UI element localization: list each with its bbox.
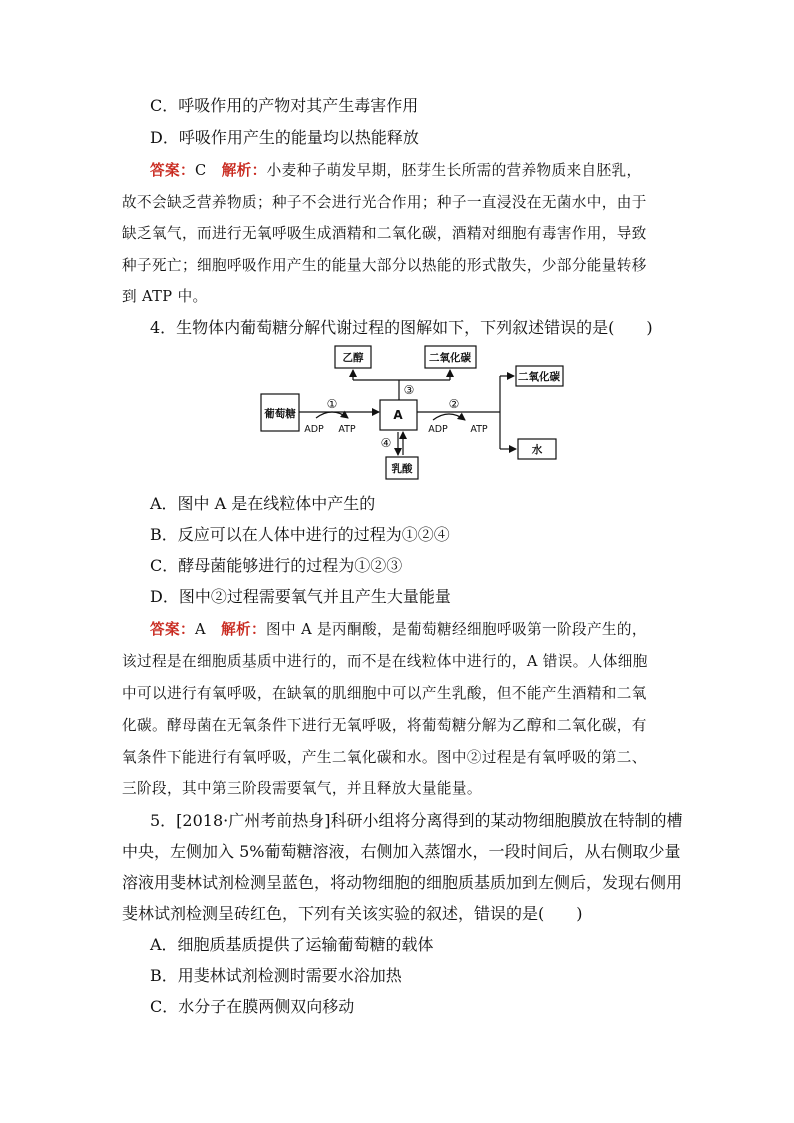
q5-option-a: A．细胞质基质提供了运输葡萄糖的载体 (150, 935, 434, 954)
water-label: 水 (531, 444, 543, 456)
co2-right-label: 二氧化碳 (518, 371, 560, 383)
a-label: A (393, 408, 403, 422)
q5-option-b: B．用斐林试剂检测时需要水浴加热 (150, 966, 402, 985)
q4-option-c: C．酵母菌能够进行的过程为①②③ (150, 556, 403, 575)
q4-option-a: A．图中 A 是在线粒体中产生的 (150, 494, 376, 513)
q3-option-c: C．呼吸作用的产物对其产生毒害作用 (150, 96, 419, 115)
q4-analysis-line: 氧条件下能进行有氧呼吸，产生二氧化碳和水。图中②过程是有氧呼吸的第二、 (122, 749, 647, 766)
atp-label-2: ATP (470, 424, 488, 435)
q4-analysis-line: 中可以进行有氧呼吸，在缺氧的肌细胞中可以产生乳酸，但不能产生酒精和二氧 (122, 685, 647, 702)
q4-answer-line (150, 620, 710, 640)
q5-option-c: C．水分子在膜两侧双向移动 (150, 997, 355, 1016)
analysis-text: 图中 A 是丙酮酸，是葡萄糖经细胞呼吸第一阶段产生的， (266, 621, 647, 638)
q4-analysis-line: 化碳。酵母菌在无氧条件下进行无氧呼吸，将葡萄糖分解为乙醇和二氧化碳，有 (122, 717, 647, 734)
adp-label-1: ADP (304, 424, 324, 435)
atp-label-1: ATP (338, 424, 356, 435)
step-3-label: ③ (403, 383, 415, 397)
step-4-label: ④ (380, 436, 392, 450)
adp-atp-curve-1 (316, 412, 348, 418)
step-1-label: ① (326, 397, 338, 411)
q4-analysis-line: 该过程是在细胞质基质中进行的，而不是在线粒体中进行的，A 错误。人体细胞 (122, 653, 648, 670)
answer-letter: A (194, 621, 206, 638)
glucose-label: 葡萄糖 (264, 408, 296, 420)
q3-analysis-line: 种子死亡；细胞呼吸作用产生的能量大部分以热能的形式散失，少部分能量转移 (122, 257, 647, 274)
analysis-label: 解析： (221, 621, 267, 638)
step-2-label: ② (448, 397, 460, 411)
answer-label: 答案： (150, 162, 195, 179)
co2-top-label: 二氧化碳 (429, 352, 471, 364)
answer-letter: C (194, 162, 207, 179)
q4-stem: 4．生物体内葡萄糖分解代谢过程的图解如下，下列叙述错误的是( ) (150, 318, 653, 337)
q5-stem-line: 中央，左侧加入 5%葡萄糖溶液，右侧加入蒸馏水，一段时间后，从右侧取少量 (122, 842, 681, 861)
q5-stem-line: 5．[2018·广州考前热身]科研小组将分离得到的某动物细胞膜放在特制的槽 (150, 811, 683, 830)
lactic-label: 乳酸 (391, 463, 413, 475)
q3-analysis-line: 到 ATP 中。 (122, 288, 208, 305)
analysis-label: 解析： (221, 162, 267, 179)
ethanol-label: 乙醇 (342, 352, 364, 364)
q3-analysis-line: 缺乏氧气，而进行无氧呼吸生成酒精和二氧化碳，酒精对细胞有毒害作用，导致 (122, 225, 647, 242)
answer-label: 答案： (150, 621, 195, 638)
q5-stem-line: 溶液用斐林试剂检测呈蓝色，将动物细胞的细胞质基质加到左侧后，发现右侧用 (122, 873, 683, 892)
adp-atp-curve-2 (433, 414, 465, 420)
q4-option-d: D．图中②过程需要氧气并且产生大量能量 (150, 587, 451, 606)
adp-label-2: ADP (428, 424, 448, 435)
q4-analysis-line: 三阶段，其中第三阶段需要氧气，并且释放大量能量。 (122, 780, 482, 797)
q5-stem-line: 斐林试剂检测呈砖红色，下列有关该实验的叙述，错误的是( ) (122, 904, 583, 923)
q4-option-b: B．反应可以在人体中进行的过程为①②④ (150, 525, 450, 544)
q3-option-d: D．呼吸作用产生的能量均以热能释放 (150, 128, 419, 147)
analysis-text: 小麦种子萌发早期，胚芽生长所需的营养物质来自胚乳， (266, 162, 642, 179)
q3-analysis-line: 故不会缺乏营养物质；种子不会进行光合作用；种子一直浸没在无菌水中，由于 (122, 194, 647, 211)
